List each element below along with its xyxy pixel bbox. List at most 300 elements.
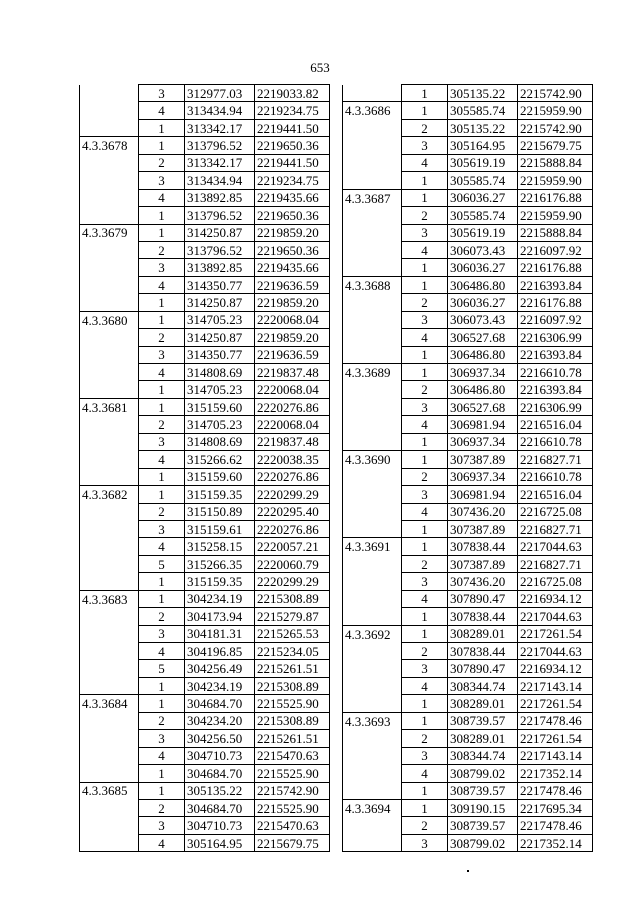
parcel-label-cell	[343, 555, 402, 572]
parcel-label-cell	[80, 730, 139, 747]
table-row	[80, 817, 330, 834]
point-number-cell: 3	[402, 224, 448, 241]
x-coordinate-cell: 306036.27	[448, 189, 518, 206]
table-row	[80, 625, 330, 642]
parcel-label-cell	[343, 660, 402, 677]
parcel-label-cell	[80, 799, 139, 816]
table-row	[343, 137, 593, 154]
parcel-label-cell: 4.3.3684	[80, 695, 139, 712]
point-number-cell: 1	[139, 695, 185, 712]
point-number-cell: 1	[402, 102, 448, 119]
table-row	[343, 765, 593, 782]
point-number-cell: 1	[139, 590, 185, 607]
table-row	[343, 381, 593, 398]
table-row	[343, 468, 593, 485]
parcel-label-cell: 4.3.3688	[343, 276, 402, 293]
point-number-cell: 4	[139, 189, 185, 206]
x-coordinate-cell: 314705.23	[185, 416, 255, 433]
parcel-label-cell	[80, 747, 139, 764]
x-coordinate-cell: 307387.89	[448, 451, 518, 468]
y-coordinate-cell: 2217352.14	[518, 765, 593, 782]
y-coordinate-cell: 2217261.54	[518, 730, 593, 747]
parcel-label-cell	[343, 503, 402, 520]
x-coordinate-cell: 315159.60	[185, 398, 255, 415]
y-coordinate-cell: 2216934.12	[518, 590, 593, 607]
x-coordinate-cell: 305135.22	[448, 119, 518, 136]
point-number-cell: 2	[402, 555, 448, 572]
x-coordinate-cell: 313342.17	[185, 154, 255, 171]
table-row	[343, 503, 593, 520]
parcel-label-cell: 4.3.3685	[80, 782, 139, 799]
parcel-label-cell	[80, 520, 139, 537]
table-row	[343, 695, 593, 712]
table-row	[343, 207, 593, 224]
parcel-label-cell	[80, 468, 139, 485]
table-row	[343, 520, 593, 537]
point-number-cell: 4	[139, 276, 185, 293]
y-coordinate-cell: 2215261.51	[255, 730, 330, 747]
parcel-label-cell	[343, 241, 402, 258]
table-row	[343, 364, 593, 381]
table-row	[343, 294, 593, 311]
y-coordinate-cell: 2220276.86	[255, 520, 330, 537]
point-number-cell: 3	[402, 486, 448, 503]
x-coordinate-cell: 305164.95	[185, 834, 255, 851]
y-coordinate-cell: 2219234.75	[255, 102, 330, 119]
parcel-label-cell	[343, 677, 402, 694]
x-coordinate-cell: 304234.19	[185, 677, 255, 694]
table-row	[80, 451, 330, 468]
point-number-cell: 3	[402, 573, 448, 590]
parcel-label-cell	[343, 486, 402, 503]
y-coordinate-cell: 2217143.14	[518, 677, 593, 694]
point-number-cell: 1	[139, 398, 185, 415]
y-coordinate-cell: 2215470.63	[255, 747, 330, 764]
point-number-cell: 1	[402, 538, 448, 555]
table-row	[80, 730, 330, 747]
parcel-label-cell	[343, 520, 402, 537]
parcel-label-cell	[80, 154, 139, 171]
y-coordinate-cell: 2216097.92	[518, 311, 593, 328]
point-number-cell: 2	[402, 643, 448, 660]
x-coordinate-cell: 315159.61	[185, 520, 255, 537]
point-number-cell: 1	[139, 765, 185, 782]
y-coordinate-cell: 2217044.63	[518, 643, 593, 660]
point-number-cell: 3	[402, 398, 448, 415]
x-coordinate-cell: 308289.01	[448, 695, 518, 712]
x-coordinate-cell: 306937.34	[448, 433, 518, 450]
x-coordinate-cell: 315159.35	[185, 486, 255, 503]
point-number-cell: 3	[139, 259, 185, 276]
y-coordinate-cell: 2219435.66	[255, 259, 330, 276]
point-number-cell: 4	[139, 643, 185, 660]
y-coordinate-cell: 2215525.90	[255, 799, 330, 816]
parcel-label-cell	[80, 503, 139, 520]
table-row	[80, 346, 330, 363]
x-coordinate-cell: 306486.80	[448, 381, 518, 398]
y-coordinate-cell: 2215308.89	[255, 677, 330, 694]
x-coordinate-cell: 314350.77	[185, 276, 255, 293]
y-coordinate-cell: 2216393.84	[518, 276, 593, 293]
point-number-cell: 3	[402, 137, 448, 154]
x-coordinate-cell: 304256.50	[185, 730, 255, 747]
parcel-label-cell	[80, 555, 139, 572]
y-coordinate-cell: 2219837.48	[255, 433, 330, 450]
point-number-cell: 5	[139, 660, 185, 677]
table-row	[343, 241, 593, 258]
point-number-cell: 4	[402, 590, 448, 607]
x-coordinate-cell: 306036.27	[448, 259, 518, 276]
x-coordinate-cell: 305135.22	[448, 85, 518, 102]
table-row	[343, 276, 593, 293]
y-coordinate-cell: 2220060.79	[255, 555, 330, 572]
y-coordinate-cell: 2215959.90	[518, 207, 593, 224]
y-coordinate-cell: 2216306.99	[518, 329, 593, 346]
point-number-cell: 2	[139, 608, 185, 625]
table-row	[343, 677, 593, 694]
y-coordinate-cell: 2216610.78	[518, 433, 593, 450]
parcel-label-cell	[80, 119, 139, 136]
parcel-label-cell: 4.3.3692	[343, 625, 402, 642]
parcel-label-cell	[80, 241, 139, 258]
x-coordinate-cell: 315266.35	[185, 555, 255, 572]
x-coordinate-cell: 305619.19	[448, 224, 518, 241]
x-coordinate-cell: 306073.43	[448, 311, 518, 328]
y-coordinate-cell: 2219650.36	[255, 207, 330, 224]
parcel-label-cell	[80, 451, 139, 468]
y-coordinate-cell: 2216827.71	[518, 555, 593, 572]
y-coordinate-cell: 2215888.84	[518, 154, 593, 171]
parcel-label-cell	[343, 172, 402, 189]
y-coordinate-cell: 2216393.84	[518, 346, 593, 363]
table-row	[80, 677, 330, 694]
y-coordinate-cell: 2215308.89	[255, 712, 330, 729]
x-coordinate-cell: 314705.23	[185, 311, 255, 328]
parcel-label-cell: 4.3.3683	[80, 590, 139, 607]
x-coordinate-cell: 307838.44	[448, 643, 518, 660]
x-coordinate-cell: 307436.20	[448, 503, 518, 520]
y-coordinate-cell: 2215679.75	[518, 137, 593, 154]
point-number-cell: 2	[402, 381, 448, 398]
x-coordinate-cell: 315258.15	[185, 538, 255, 555]
table-row	[80, 172, 330, 189]
table-row	[80, 241, 330, 258]
point-number-cell: 1	[402, 799, 448, 816]
parcel-label-cell: 4.3.3694	[343, 799, 402, 816]
point-number-cell: 1	[402, 608, 448, 625]
point-number-cell: 1	[402, 189, 448, 206]
point-number-cell: 4	[402, 241, 448, 258]
x-coordinate-cell: 315159.35	[185, 573, 255, 590]
x-coordinate-cell: 314250.87	[185, 294, 255, 311]
table-row	[343, 416, 593, 433]
x-coordinate-cell: 307436.20	[448, 573, 518, 590]
point-number-cell: 1	[139, 119, 185, 136]
y-coordinate-cell: 2215261.51	[255, 660, 330, 677]
parcel-label-cell	[343, 224, 402, 241]
table-row	[343, 329, 593, 346]
x-coordinate-cell: 313796.52	[185, 137, 255, 154]
point-number-cell: 2	[139, 329, 185, 346]
parcel-label-cell	[343, 207, 402, 224]
table-row	[80, 276, 330, 293]
y-coordinate-cell: 2220068.04	[255, 311, 330, 328]
table-row	[80, 573, 330, 590]
point-number-cell: 1	[139, 137, 185, 154]
x-coordinate-cell: 308799.02	[448, 765, 518, 782]
parcel-label-cell: 4.3.3687	[343, 189, 402, 206]
point-number-cell: 4	[139, 538, 185, 555]
x-coordinate-cell: 305164.95	[448, 137, 518, 154]
table-row	[343, 660, 593, 677]
x-coordinate-cell: 315159.60	[185, 468, 255, 485]
parcel-label-cell	[343, 311, 402, 328]
x-coordinate-cell: 306036.27	[448, 294, 518, 311]
y-coordinate-cell: 2217478.46	[518, 712, 593, 729]
y-coordinate-cell: 2219033.82	[255, 85, 330, 102]
y-coordinate-cell: 2216934.12	[518, 660, 593, 677]
point-number-cell: 1	[402, 85, 448, 102]
parcel-label-cell	[343, 85, 402, 102]
parcel-label-cell	[80, 573, 139, 590]
table-row	[80, 294, 330, 311]
y-coordinate-cell: 2217478.46	[518, 782, 593, 799]
x-coordinate-cell: 305619.19	[448, 154, 518, 171]
y-coordinate-cell: 2220295.40	[255, 503, 330, 520]
y-coordinate-cell: 2215679.75	[255, 834, 330, 851]
point-number-cell: 2	[139, 154, 185, 171]
table-row	[80, 590, 330, 607]
point-number-cell: 1	[402, 276, 448, 293]
point-number-cell: 1	[402, 712, 448, 729]
point-number-cell: 5	[139, 555, 185, 572]
y-coordinate-cell: 2217352.14	[518, 834, 593, 851]
page-number: 653	[310, 60, 330, 75]
parcel-label-cell	[343, 329, 402, 346]
x-coordinate-cell: 308289.01	[448, 625, 518, 642]
x-coordinate-cell: 308739.57	[448, 782, 518, 799]
point-number-cell: 1	[402, 259, 448, 276]
y-coordinate-cell: 2215525.90	[255, 765, 330, 782]
table-row	[343, 799, 593, 816]
y-coordinate-cell: 2219859.20	[255, 294, 330, 311]
point-number-cell: 1	[402, 520, 448, 537]
y-coordinate-cell: 2220068.04	[255, 381, 330, 398]
y-coordinate-cell: 2219234.75	[255, 172, 330, 189]
parcel-label-cell	[343, 468, 402, 485]
point-number-cell: 4	[139, 364, 185, 381]
parcel-label-cell: 4.3.3680	[80, 311, 139, 328]
x-coordinate-cell: 306527.68	[448, 329, 518, 346]
point-number-cell: 2	[139, 799, 185, 816]
table-row	[80, 189, 330, 206]
parcel-label-cell: 4.3.3693	[343, 712, 402, 729]
x-coordinate-cell: 304684.70	[185, 799, 255, 816]
point-number-cell: 3	[402, 311, 448, 328]
parcel-label-cell	[343, 416, 402, 433]
point-number-cell: 4	[139, 747, 185, 764]
x-coordinate-cell: 304234.20	[185, 712, 255, 729]
table-row	[343, 538, 593, 555]
table-row	[343, 259, 593, 276]
x-coordinate-cell: 308739.57	[448, 817, 518, 834]
x-coordinate-cell: 304710.73	[185, 817, 255, 834]
table-row	[343, 590, 593, 607]
parcel-label-cell	[80, 329, 139, 346]
x-coordinate-cell: 308289.01	[448, 730, 518, 747]
parcel-label-cell	[80, 677, 139, 694]
point-number-cell: 4	[402, 329, 448, 346]
parcel-label-cell	[343, 294, 402, 311]
parcel-label-cell	[343, 154, 402, 171]
parcel-label-cell: 4.3.3686	[343, 102, 402, 119]
table-row	[343, 224, 593, 241]
table-row	[80, 747, 330, 764]
x-coordinate-cell: 304256.49	[185, 660, 255, 677]
table-row	[80, 381, 330, 398]
x-coordinate-cell: 306981.94	[448, 486, 518, 503]
parcel-label-cell	[80, 294, 139, 311]
parcel-label-cell	[343, 346, 402, 363]
y-coordinate-cell: 2217478.46	[518, 817, 593, 834]
parcel-label-cell	[80, 189, 139, 206]
x-coordinate-cell: 313342.17	[185, 119, 255, 136]
x-coordinate-cell: 304181.31	[185, 625, 255, 642]
y-coordinate-cell: 2216097.92	[518, 241, 593, 258]
table-row	[80, 364, 330, 381]
table-row	[343, 712, 593, 729]
x-coordinate-cell: 313796.52	[185, 241, 255, 258]
point-number-cell: 1	[139, 311, 185, 328]
table-row	[80, 137, 330, 154]
y-coordinate-cell: 2215742.90	[518, 119, 593, 136]
y-coordinate-cell: 2220299.29	[255, 486, 330, 503]
y-coordinate-cell: 2219859.20	[255, 224, 330, 241]
parcel-label-cell: 4.3.3681	[80, 398, 139, 415]
point-number-cell: 2	[402, 468, 448, 485]
x-coordinate-cell: 305585.74	[448, 207, 518, 224]
point-number-cell: 1	[402, 172, 448, 189]
point-number-cell: 3	[402, 747, 448, 764]
y-coordinate-cell: 2216610.78	[518, 364, 593, 381]
y-coordinate-cell: 2220068.04	[255, 416, 330, 433]
table-row	[343, 154, 593, 171]
table-row	[80, 503, 330, 520]
table-row	[80, 154, 330, 171]
table-row	[80, 834, 330, 851]
point-number-cell: 1	[402, 782, 448, 799]
y-coordinate-cell: 2219859.20	[255, 329, 330, 346]
table-row	[343, 817, 593, 834]
x-coordinate-cell: 313434.94	[185, 172, 255, 189]
parcel-label-cell	[343, 782, 402, 799]
y-coordinate-cell: 2216725.08	[518, 503, 593, 520]
y-coordinate-cell: 2216176.88	[518, 259, 593, 276]
table-row	[80, 433, 330, 450]
table-row	[80, 799, 330, 816]
point-number-cell: 3	[139, 85, 185, 102]
point-number-cell: 1	[139, 782, 185, 799]
x-coordinate-cell: 315150.89	[185, 503, 255, 520]
table-row	[343, 311, 593, 328]
y-coordinate-cell: 2215959.90	[518, 172, 593, 189]
table-row	[80, 782, 330, 799]
y-coordinate-cell: 2217261.54	[518, 625, 593, 642]
y-coordinate-cell: 2215470.63	[255, 817, 330, 834]
parcel-label-cell	[80, 85, 139, 102]
coordinate-table-left	[79, 84, 330, 852]
y-coordinate-cell: 2215265.53	[255, 625, 330, 642]
y-coordinate-cell: 2215742.90	[255, 782, 330, 799]
x-coordinate-cell: 304684.70	[185, 695, 255, 712]
point-number-cell: 2	[402, 730, 448, 747]
parcel-label-cell	[80, 364, 139, 381]
y-coordinate-cell: 2215279.87	[255, 608, 330, 625]
table-row	[80, 85, 330, 102]
parcel-label-cell	[80, 381, 139, 398]
x-coordinate-cell: 307387.89	[448, 520, 518, 537]
y-coordinate-cell: 2215234.05	[255, 643, 330, 660]
x-coordinate-cell: 305585.74	[448, 172, 518, 189]
point-number-cell: 1	[402, 695, 448, 712]
parcel-label-cell	[343, 695, 402, 712]
y-coordinate-cell: 2215888.84	[518, 224, 593, 241]
point-number-cell: 1	[402, 451, 448, 468]
y-coordinate-cell: 2220299.29	[255, 573, 330, 590]
table-row	[343, 747, 593, 764]
x-coordinate-cell: 304196.85	[185, 643, 255, 660]
y-coordinate-cell: 2216827.71	[518, 451, 593, 468]
parcel-label-cell	[343, 398, 402, 415]
y-coordinate-cell: 2217695.34	[518, 799, 593, 816]
point-number-cell: 2	[402, 207, 448, 224]
table-row	[343, 834, 593, 851]
point-number-cell: 1	[139, 573, 185, 590]
parcel-label-cell: 4.3.3691	[343, 538, 402, 555]
point-number-cell: 1	[139, 677, 185, 694]
point-number-cell: 3	[402, 660, 448, 677]
point-number-cell: 3	[139, 172, 185, 189]
y-coordinate-cell: 2216827.71	[518, 520, 593, 537]
table-row	[80, 486, 330, 503]
y-coordinate-cell: 2220276.86	[255, 398, 330, 415]
parcel-label-cell: 4.3.3690	[343, 451, 402, 468]
x-coordinate-cell: 308799.02	[448, 834, 518, 851]
parcel-label-cell	[343, 137, 402, 154]
parcel-label-cell	[80, 608, 139, 625]
parcel-label-cell	[80, 172, 139, 189]
point-number-cell: 1	[139, 294, 185, 311]
y-coordinate-cell: 2217261.54	[518, 695, 593, 712]
point-number-cell: 4	[139, 451, 185, 468]
y-coordinate-cell: 2216725.08	[518, 573, 593, 590]
x-coordinate-cell: 307890.47	[448, 660, 518, 677]
parcel-label-cell	[343, 747, 402, 764]
table-row	[343, 433, 593, 450]
table-row	[80, 643, 330, 660]
y-coordinate-cell: 2217044.63	[518, 608, 593, 625]
y-coordinate-cell: 2215959.90	[518, 102, 593, 119]
y-coordinate-cell: 2217143.14	[518, 747, 593, 764]
parcel-label-cell	[343, 834, 402, 851]
x-coordinate-cell: 308344.74	[448, 747, 518, 764]
x-coordinate-cell: 304173.94	[185, 608, 255, 625]
parcel-label-cell: 4.3.3678	[80, 137, 139, 154]
parcel-label-cell	[80, 538, 139, 555]
table-row	[80, 660, 330, 677]
point-number-cell: 1	[139, 207, 185, 224]
parcel-label-cell	[343, 608, 402, 625]
